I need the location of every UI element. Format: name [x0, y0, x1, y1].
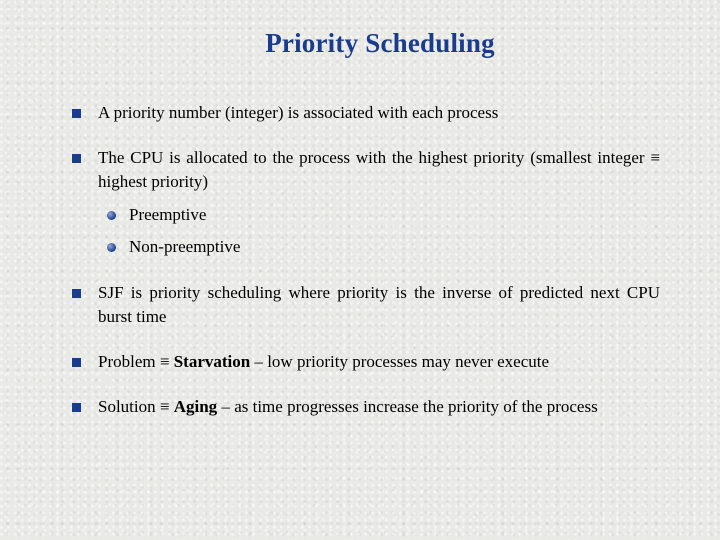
bullet-item-1: A priority number (integer) is associated with each process — [98, 103, 499, 122]
bullet-item-4-prefix: Problem ≡ — [98, 352, 174, 371]
starvation-term: Starvation — [173, 352, 251, 371]
round-bullet-icon — [107, 243, 116, 252]
square-bullet-icon — [72, 358, 81, 367]
aging-term: Aging — [173, 397, 218, 416]
square-bullet-icon — [72, 289, 81, 298]
sub-item-non-preemptive: Non-preemptive — [129, 237, 241, 256]
bullet-item-2: The CPU is allocated to the process with the highest priority (smallest integer ≡ highest priority) — [98, 148, 660, 191]
sub-item-preemptive: Preemptive — [129, 205, 207, 224]
round-bullet-icon — [107, 211, 116, 220]
square-bullet-icon — [72, 109, 81, 118]
bullet-item-3: SJF is priority scheduling where priority is the inverse of predicted next CPU burst time — [98, 283, 660, 326]
bullet-item-4-suffix: – low priority processes may never execute — [250, 352, 550, 371]
bullet-item-5-suffix: – as time progresses increase the priority of the process — [217, 397, 598, 416]
bullet-item-4 — [98, 350, 660, 374]
square-bullet-icon — [72, 403, 81, 412]
square-bullet-icon — [72, 154, 81, 163]
bullet-item-5-prefix: Solution ≡ — [98, 397, 174, 416]
bullet-item-5 — [98, 395, 660, 419]
slide-title: Priority Scheduling — [265, 28, 495, 58]
